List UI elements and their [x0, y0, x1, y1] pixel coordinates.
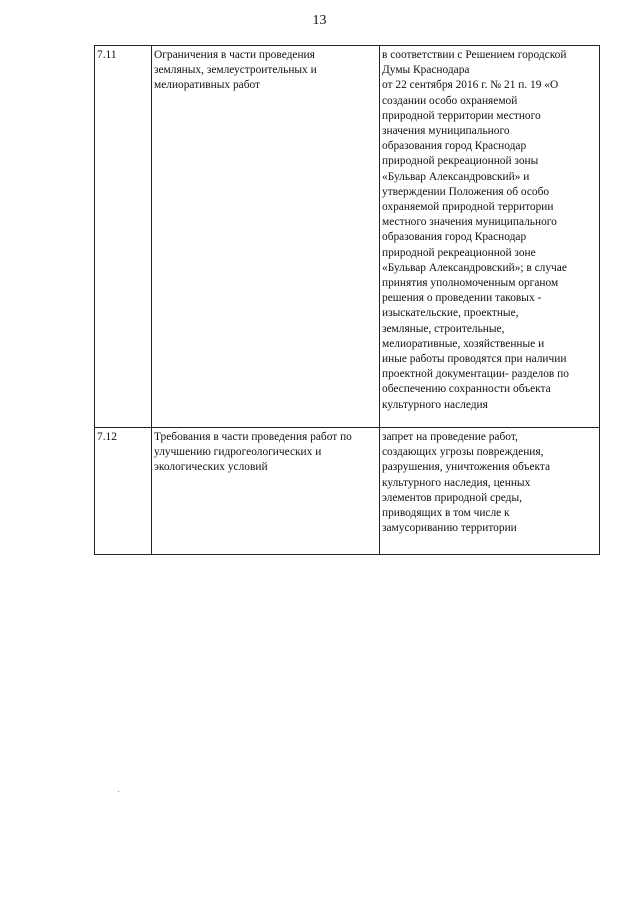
page-number: 13 [312, 13, 327, 28]
row-number-cell [95, 428, 152, 555]
row-name-cell [152, 46, 380, 428]
row-number: 7.11 [97, 49, 117, 61]
table-row [95, 46, 600, 428]
restrictions-table [94, 45, 600, 555]
row-description: в соответствии с Решением городской Думы Краснодара от 22 сентября 2016 г. № 21 п. 19 «О создании особо охраняемой природной территории местного значения муниципального образования город Краснодар природной рекреационной зоны «Бульвар Александровский» и утверждении Положения об особо охраняемой природной территории местного значения муниципального образования город Краснодар природной рекреационной зоне «Бульвар Александровский»; в случае принятия уполномоченным органом решения о проведении таковых - изыскательские, проектные, земляные, строительные, мелиоративные, хозяйственные и иные работы проводятся при наличии проектной документации- разделов по обеспечению сохранности объекта культурного наследия [382, 49, 569, 411]
row-number: 7.12 [97, 431, 117, 443]
row-name-cell [152, 428, 380, 555]
scan-speck [118, 791, 119, 792]
table-row [95, 428, 600, 555]
row-description-cell [380, 428, 600, 555]
row-number-cell [95, 46, 152, 428]
row-name: Требования в части проведения работ по улучшению гидрогеологических и экологических условий [154, 431, 352, 474]
row-description: запрет на проведение работ, создающих угрозы повреждения, разрушения, уничтожения объекта культурного наследия, ценных элементов природной среды, приводящих в том числе к замусориванию территории [382, 431, 551, 535]
row-description-cell [380, 46, 600, 428]
row-name: Ограничения в части проведения земляных, землеустроительных и мелиоративных работ [154, 49, 317, 92]
